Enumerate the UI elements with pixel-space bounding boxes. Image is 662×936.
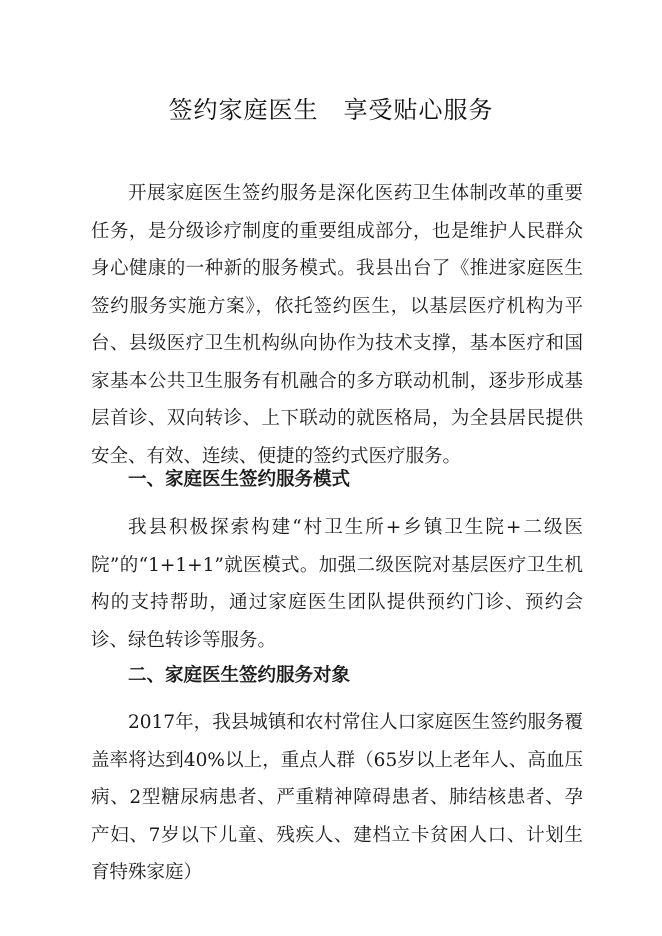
paragraph-service-model: 我县积极探索构建“村卫生所+乡镇卫生院+二级医院”的“1+1+1”就医模式。加强二级医院对基层医疗卫生机构的支持帮助，通过家庭医生团队提供预约门诊、预约会诊、绿色转诊等服务。 <box>91 517 583 651</box>
document-title: 签约家庭医生 享受贴心服务 <box>168 96 494 124</box>
paragraph-intro: 开展家庭医生签约服务是深化医药卫生体制改革的重要任务，是分级诊疗制度的重要组成部分，也是维护人民群众身心健康的一种新的服务模式。我县出台了《推进家庭医生签约服务实施方案》，依托签约医生，以基层医疗机构为平台、县级医疗卫生机构纵向协作为技术支撑，基本医疗和国家基本公共卫生服务有机融合的多方联动机制，逐步形成基层首诊、双向转诊、上下联动的就医格局，为全县居民提供安全、有效、连续、便捷的签约式医疗服务。 <box>91 183 583 467</box>
paragraph-service-targets: 2017年，我县城镇和农村常住人口家庭医生签约服务覆盖率将达到40%以上，重点人群（65岁以上老年人、高血压病、2型糖尿病患者、严重精神障碍患者、肺结核患者、孕产妇、7岁以下儿童、残疾人、建档立卡贫困人口、计划生育特殊家庭） <box>91 712 583 883</box>
section-heading-service-targets: 二、家庭医生签约服务对象 <box>128 665 351 686</box>
section-heading-service-model: 一、家庭医生签约服务模式 <box>128 469 351 490</box>
